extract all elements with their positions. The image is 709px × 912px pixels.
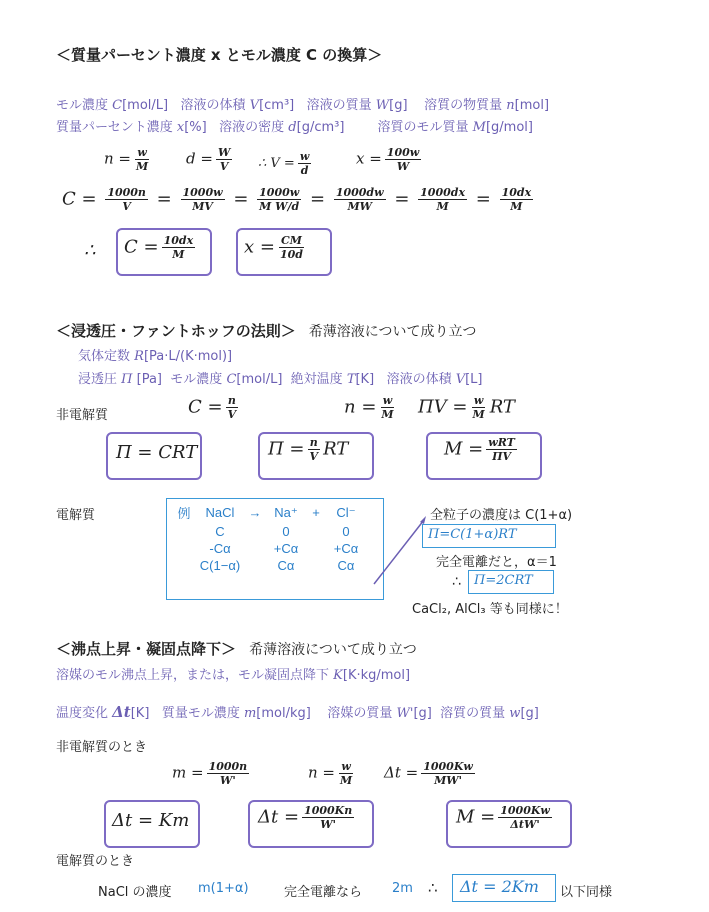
eq-d-def: d = $\frac{W}{V}$	[186, 146, 231, 173]
sec1-vars-row1: モル濃度 C[mol/L] 溶液の体積 V[cm³] 溶液の質量 W[g] 溶質の物質量 n[mol]	[56, 98, 550, 113]
eq-m-molality: m = $\frac{1000n}{W'}$	[172, 760, 248, 787]
nonelectrolyte-case-label: 非電解質のとき	[56, 740, 148, 755]
pi-2crt-formula: Π=2CRT	[474, 573, 533, 588]
eq-x-def: x = $\frac{100w}{W}$	[356, 146, 420, 173]
cacl-note: CaCl₂, AlCl₃ 等も同様に！	[412, 602, 568, 617]
nacl-concentration-label: NaCl の濃度	[98, 885, 172, 900]
therefore-symbol-2: ∴	[452, 574, 461, 590]
formula-dt-kn: Δt = $\frac{1000Kn}{W'}$	[258, 804, 353, 831]
section2-note: 希薄溶液について成り立つ	[308, 324, 477, 340]
section3-header	[56, 638, 417, 659]
two-m-value: 2m	[392, 881, 413, 896]
therefore-symbol: ∴	[84, 240, 96, 261]
total-particles-text: 全粒子の濃度は C(1+α)	[430, 508, 573, 523]
sec3-vars-row2: 温度変化 Δt[K] 質量モル濃度 m[mol/kg] 溶媒の質量 W'[g] 溶質の質量 w[g]	[56, 703, 539, 721]
eq-n-def: n = $\frac{w}{M}$	[104, 146, 149, 173]
electrolyte-case-label: 電解質のとき	[56, 854, 135, 869]
section2-header	[56, 320, 477, 341]
eq-c-nv: C = $\frac{n}{V}$	[188, 394, 237, 421]
eq-n-wm-2: n = $\frac{w}{M}$	[308, 760, 353, 787]
complete-dissociation-label: 完全電離なら	[284, 885, 363, 900]
result-c-formula: C = $\frac{10dx}{M}$	[124, 234, 194, 261]
eq-n-wm: n = $\frac{w}{M}$	[344, 394, 394, 421]
formula-pi-nvrt: Π = $\frac{n}{V}$ RT	[268, 436, 349, 463]
pi-alpha-formula: Π=C(1+α)RT	[428, 527, 517, 542]
dissociation-table: 例 NaCl → Na⁺ + Cl⁻ C 0 0 -Cα +Cα +Cα C(1−α) Cα Cα	[177, 504, 359, 573]
eq-dt: Δt = $\frac{1000Kw}{MW'}$	[384, 760, 473, 787]
nonelectrolyte-label: 非電解質	[56, 408, 109, 423]
section1-title: ＜質量パーセント濃度 x とモル濃度 C の換算＞	[56, 46, 383, 64]
therefore-symbol-3: ∴	[428, 879, 438, 897]
formula-dt-km: Δt = Km	[112, 810, 190, 831]
formula-pi-crt: Π = CRT	[116, 442, 198, 463]
section3-title: ＜沸点上昇・凝固点降下＞	[56, 640, 237, 658]
sec1-vars-row2: 質量パーセント濃度 x[%] 溶液の密度 d[g/cm³] 溶質のモル質量 M[g/mol]	[56, 120, 533, 135]
sec2-vars: 浸透圧 Π [Pa] モル濃度 C[mol/L] 絶対温度 T[K] 溶液の体積 V[L]	[78, 372, 483, 387]
result-x-formula: x = $\frac{CM}{10d}$	[244, 234, 303, 261]
formula-m-wrt: M = $\frac{\text{wRT}}{\Pi V}$	[444, 436, 515, 463]
section2-title: ＜浸透圧・ファントホッフの法則＞	[56, 322, 296, 340]
formula-dt-2km: Δt = 2Km	[460, 877, 539, 896]
complete-dissociation-text: 完全電離だと，α＝1	[436, 555, 557, 570]
tail-note: 以下同様	[560, 885, 613, 900]
sec3-vars-row1: 溶媒のモル沸点上昇，または，モル凝固点降下 K[K·kg/mol]	[56, 668, 411, 683]
section3-note: 希薄溶液について成り立つ	[249, 642, 417, 658]
electrolyte-label: 電解質	[56, 508, 96, 523]
c-conversion-chain: C = $\frac{1000n}{V}$ = $\frac{1000w}{MV}$ = $\frac{1000w}{\text{M W/d}}$ = $\frac{1000dw}{MW}$ = $\frac{1000dx}{M}$ = $\frac{10dx}{M}$	[62, 186, 532, 213]
formula-m-kw: M = $\frac{1000Kw}{\text{ΔtW'}}$	[456, 804, 550, 831]
eq-pi-v: ΠV = $\frac{w}{M}$ RT	[418, 394, 515, 421]
nacl-m-alpha: m(1+α)	[198, 881, 249, 896]
eq-v-def: ∴ V = $\frac{w}{d}$	[258, 150, 310, 177]
arrow-to-result	[370, 512, 430, 588]
gas-constant-line: 気体定数 R[Pa·L/(K·mol)]	[78, 349, 233, 364]
